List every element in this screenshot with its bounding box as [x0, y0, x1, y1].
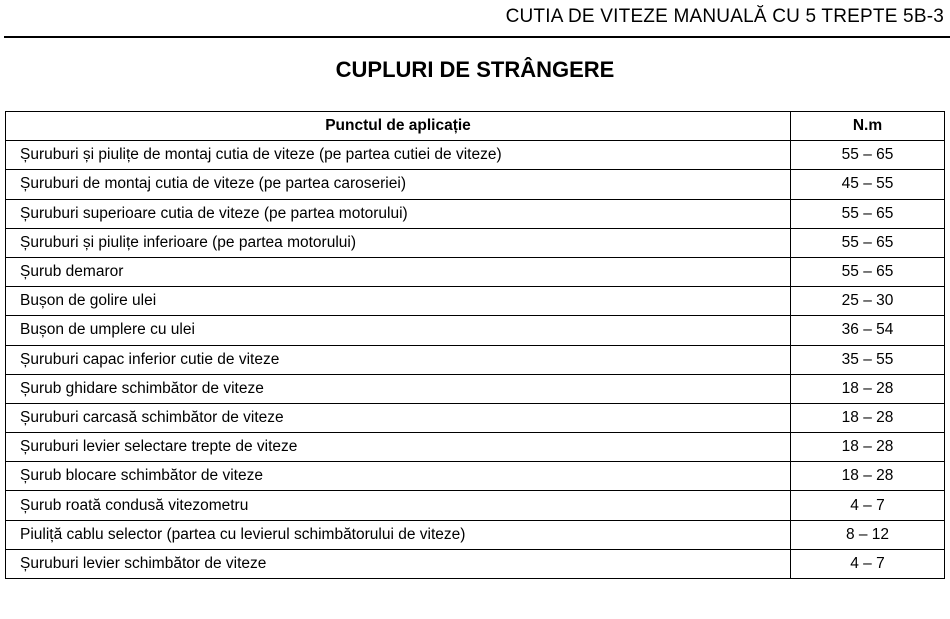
cell-torque-value: 36 – 54 — [791, 316, 945, 345]
table-row — [6, 433, 945, 462]
table-row — [6, 520, 945, 549]
cell-application-point: Șuruburi superioare cutia de viteze (pe partea motorului) — [6, 199, 791, 228]
cell-torque-value: 18 – 28 — [791, 462, 945, 491]
cell-application-point: Șuruburi și piulițe inferioare (pe partea motorului) — [6, 228, 791, 257]
table-body — [6, 141, 945, 579]
cell-application-point: Bușon de golire ulei — [6, 287, 791, 316]
cell-application-point: Șurub demaror — [6, 257, 791, 286]
table-row — [6, 199, 945, 228]
cell-application-point: Șurub roată condusă vitezometru — [6, 491, 791, 520]
table-row — [6, 316, 945, 345]
cell-torque-value: 55 – 65 — [791, 199, 945, 228]
cell-torque-value: 18 – 28 — [791, 374, 945, 403]
cell-application-point: Șurub blocare schimbător de viteze — [6, 462, 791, 491]
cell-application-point: Șurub ghidare schimbător de viteze — [6, 374, 791, 403]
table-row — [6, 491, 945, 520]
cell-application-point: Șuruburi capac inferior cutie de viteze — [6, 345, 791, 374]
cell-application-point: Șuruburi carcasă schimbător de viteze — [6, 403, 791, 432]
table-row — [6, 228, 945, 257]
cell-application-point: Piuliță cablu selector (partea cu levierul schimbătorului de viteze) — [6, 520, 791, 549]
cell-torque-value: 35 – 55 — [791, 345, 945, 374]
cell-torque-value: 25 – 30 — [791, 287, 945, 316]
table-row — [6, 462, 945, 491]
cell-application-point: Șuruburi de montaj cutia de viteze (pe partea caroseriei) — [6, 170, 791, 199]
cell-torque-value: 4 – 7 — [791, 491, 945, 520]
table-row — [6, 403, 945, 432]
cell-application-point: Șuruburi și piulițe de montaj cutia de viteze (pe partea cutiei de viteze) — [6, 141, 791, 170]
cell-torque-value: 45 – 55 — [791, 170, 945, 199]
cell-torque-value: 55 – 65 — [791, 228, 945, 257]
cell-torque-value: 18 – 28 — [791, 433, 945, 462]
table-header-row — [6, 112, 945, 141]
cell-application-point: Șuruburi levier selectare trepte de viteze — [6, 433, 791, 462]
cell-torque-value: 8 – 12 — [791, 520, 945, 549]
column-header-value: N.m — [791, 112, 945, 141]
column-header-point: Punctul de aplicație — [6, 112, 791, 141]
page-title: CUPLURI DE STRÂNGERE — [335, 57, 615, 82]
cell-application-point: Șuruburi levier schimbător de viteze — [6, 549, 791, 578]
running-header: CUTIA DE VITEZE MANUALĂ CU 5 TREPTE 5B-3 — [505, 6, 944, 27]
torque-table — [5, 111, 945, 579]
table-row — [6, 257, 945, 286]
cell-torque-value: 4 – 7 — [791, 549, 945, 578]
cell-torque-value: 55 – 65 — [791, 257, 945, 286]
table-row — [6, 141, 945, 170]
header-rule — [4, 36, 950, 38]
table-row — [6, 549, 945, 578]
table-row — [6, 287, 945, 316]
table-row — [6, 345, 945, 374]
table-row — [6, 374, 945, 403]
table-row — [6, 170, 945, 199]
cell-application-point: Bușon de umplere cu ulei — [6, 316, 791, 345]
cell-torque-value: 18 – 28 — [791, 403, 945, 432]
cell-torque-value: 55 – 65 — [791, 141, 945, 170]
